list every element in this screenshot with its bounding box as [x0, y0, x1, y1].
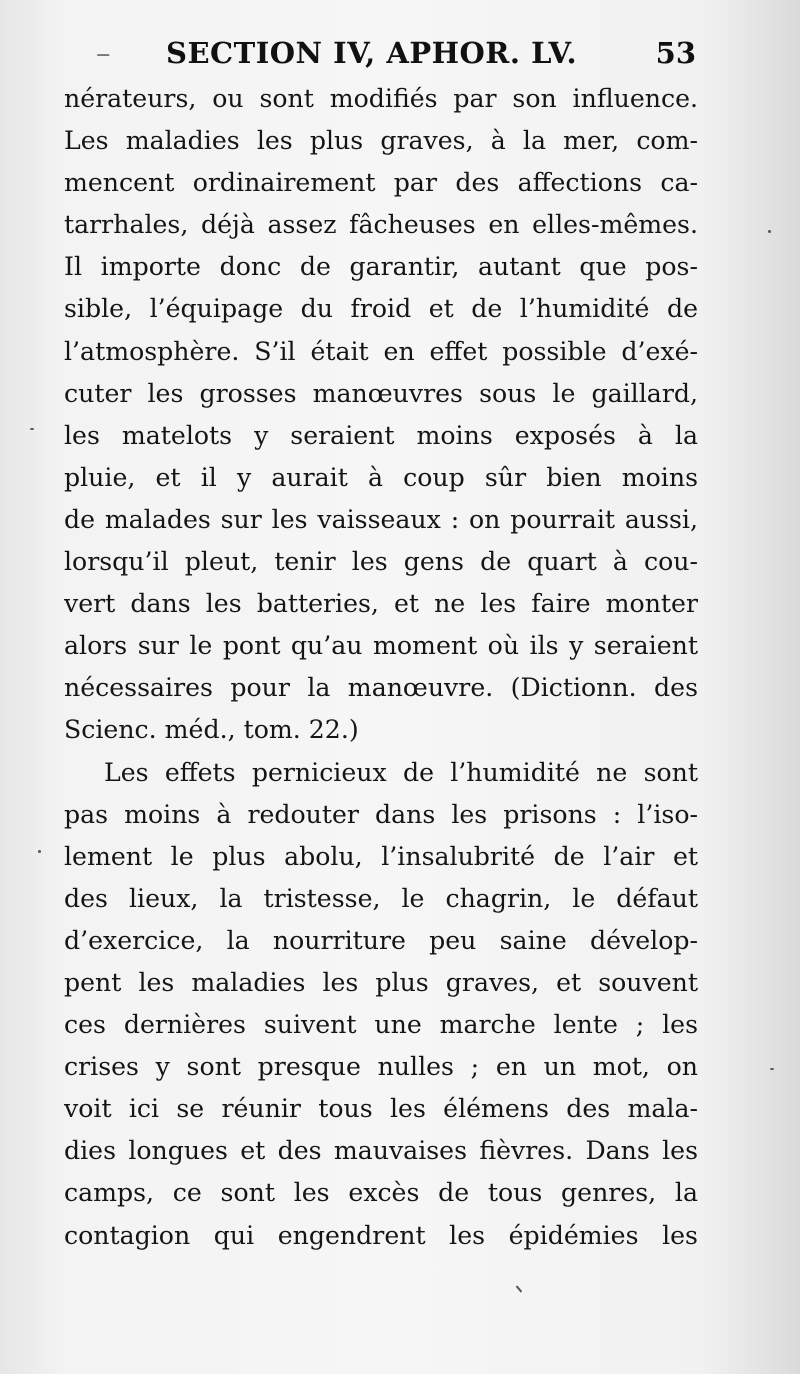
paper-speck [770, 1068, 774, 1070]
page-number: 53 [655, 36, 696, 70]
text-line: crises y sont presque nulles ; en un mot, on [64, 1052, 698, 1082]
text-line: nécessaires pour la manœuvre. (Dictionn. des [64, 673, 698, 703]
text-line: des lieux, la tristesse, le chagrin, le défaut [64, 883, 698, 913]
text-line: alors sur le pont qu’au moment où ils y seraient [64, 631, 698, 661]
text-line: voit ici se réunir tous les élémens des mala- [64, 1094, 698, 1124]
text-line: mencent ordinairement par des affections ca- [64, 168, 698, 198]
text-line: pas moins à redouter dans les prisons : l’iso- [64, 799, 698, 829]
text-line: tarrhales, déjà assez fâcheuses en elles-mêmes. [64, 210, 698, 240]
text-line: d’exercice, la nourriture peu saine dévelop- [64, 925, 698, 955]
text-line: dies longues et des mauvaises fièvres. Dans les [64, 1136, 698, 1166]
paper-speck [516, 1285, 523, 1292]
text-line: lement le plus abolu, l’insalubrité de l’air et [64, 841, 698, 871]
paper-speck [38, 850, 41, 853]
text-line: pluie, et il y aurait à coup sûr bien moins [64, 462, 698, 492]
text-line: Scienc. méd., tom. 22.) [64, 715, 359, 745]
text-line: l’atmosphère. S’il était en effet possible d’exé- [64, 336, 698, 366]
section-title: SECTION IV, APHOR. LV. [166, 36, 578, 70]
text-line: cuter les grosses manœuvres sous le gaillard, [64, 378, 698, 408]
paper-speck [30, 428, 34, 430]
body-text [64, 78, 698, 1257]
text-line: vert dans les batteries, et ne les faire monter [64, 589, 698, 619]
text-line: nérateurs, ou sont modifiés par son influence. [64, 84, 698, 113]
text-line: lorsqu’il pleut, tenir les gens de quart à cou- [64, 547, 698, 577]
header-dash: – [96, 36, 111, 70]
text-line: ces dernières suivent une marche lente ; les [64, 1010, 698, 1040]
text-line: Les maladies les plus graves, à la mer, com- [64, 126, 698, 156]
text-line: camps, ce sont les excès de tous genres, la [64, 1178, 698, 1208]
text-line: pent les maladies les plus graves, et souvent [64, 967, 698, 997]
text-line: sible, l’équipage du froid et de l’humidité de [64, 294, 698, 324]
paper-speck [768, 230, 771, 233]
text-line: Les effets pernicieux de l’humidité ne sont [104, 757, 698, 787]
text-line: Il importe donc de garantir, autant que pos- [64, 252, 698, 282]
text-line: contagion qui engendrent les épidémies les [64, 1220, 698, 1250]
text-line: de malades sur les vaisseaux : on pourrait aussi, [64, 504, 698, 534]
text-line: les matelots y seraient moins exposés à la [64, 420, 698, 450]
running-header [96, 30, 696, 80]
